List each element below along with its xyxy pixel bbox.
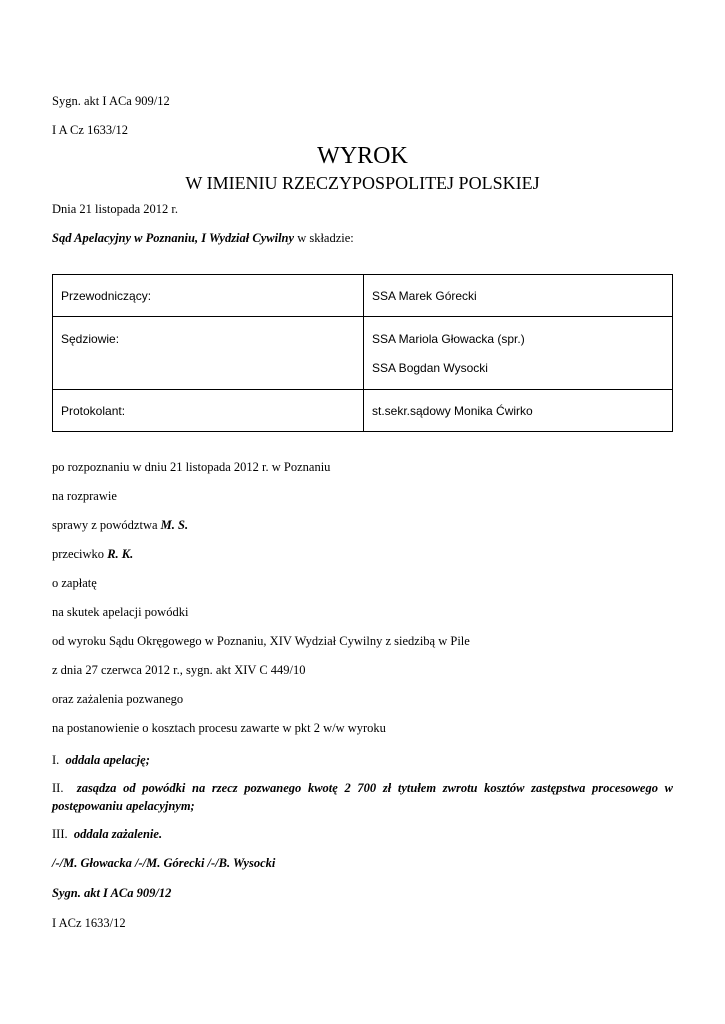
clerk-name: st.sekr.sądowy Monika Ćwirko [372, 404, 533, 418]
body-line: na rozprawie [52, 489, 117, 503]
table-row [53, 317, 673, 390]
table-row [53, 275, 673, 317]
ruling-number: I. [52, 753, 60, 767]
document-subtitle: W IMIENIU RZECZYPOSPOLITEJ POLSKIEJ [185, 173, 540, 193]
ruling-item-1 [52, 752, 150, 768]
ruling-text: oddala zażalenie. [73, 827, 163, 841]
presiding-judge-name: SSA Marek Górecki [372, 289, 477, 303]
table-cell-value [364, 390, 673, 432]
court-composition-line [52, 230, 354, 246]
body-line: z dnia 27 czerwca 2012 r., sygn. akt XIV C 449/10 [52, 663, 306, 677]
defendant-name: R. K. [107, 547, 134, 561]
presiding-judge-label: Przewodniczący: [61, 289, 152, 303]
ruling-item-2 [52, 779, 673, 815]
table-cell-label [53, 390, 364, 432]
case-reference: Sygn. akt I ACa 909/12 [52, 94, 170, 108]
judges-label: Sędziowie: [61, 332, 120, 346]
defendant-prefix: przeciwko [52, 547, 108, 561]
plaintiff-line [52, 517, 188, 533]
table-cell-label [53, 275, 364, 317]
defendant-line [52, 546, 133, 562]
signatures: /-/M. Głowacka /-/M. Górecki /-/B. Wysocki [52, 856, 276, 870]
body-line: na postanowienie o kosztach procesu zawarte w pkt 2 w/w wyroku [52, 721, 386, 735]
footer-case-reference-secondary: I ACz 1633/12 [52, 916, 126, 930]
body-line: od wyroku Sądu Okręgowego w Poznaniu, XIV Wydział Cywilny z siedzibą w Pile [52, 634, 470, 648]
table-cell-value [364, 317, 673, 390]
plaintiff-name: M. S. [160, 518, 189, 532]
judge-name-1: SSA Mariola Głowacka (spr.) [372, 332, 525, 346]
plaintiff-prefix: sprawy z powództwa [52, 518, 161, 532]
court-name: Sąd Apelacyjny w Poznaniu, I Wydział Cywilny [52, 231, 295, 245]
ruling-text: oddala apelację; [65, 753, 150, 767]
document-title: WYROK [317, 143, 408, 169]
table-cell-label [53, 317, 364, 390]
case-reference-secondary: I A Cz 1633/12 [52, 123, 129, 137]
body-line: o zapłatę [52, 576, 97, 590]
body-line: oraz zażalenia pozwanego [52, 692, 184, 706]
table-cell-value [364, 275, 673, 317]
court-panel-table [52, 274, 673, 432]
ruling-item-3 [52, 826, 162, 842]
body-line: po rozpoznaniu w dniu 21 listopada 2012 r. w Poznaniu [52, 460, 331, 474]
clerk-label: Protokolant: [61, 404, 126, 418]
ruling-number: II. [52, 781, 64, 795]
judge-name-2: SSA Bogdan Wysocki [372, 361, 488, 375]
judgment-date: Dnia 21 listopada 2012 r. [52, 202, 179, 216]
ruling-text: zasądza od powódki na rzecz pozwanego kwotę 2 700 zł tytułem zwrotu kosztów zastępstwa procesowego w postępowaniu apelacyjnym; [52, 781, 673, 813]
table-row [53, 390, 673, 432]
footer-case-reference: Sygn. akt I ACa 909/12 [52, 886, 172, 900]
body-line: na skutek apelacji powódki [52, 605, 189, 619]
ruling-number: III. [52, 827, 68, 841]
court-composition-suffix: w składzie: [294, 231, 354, 245]
